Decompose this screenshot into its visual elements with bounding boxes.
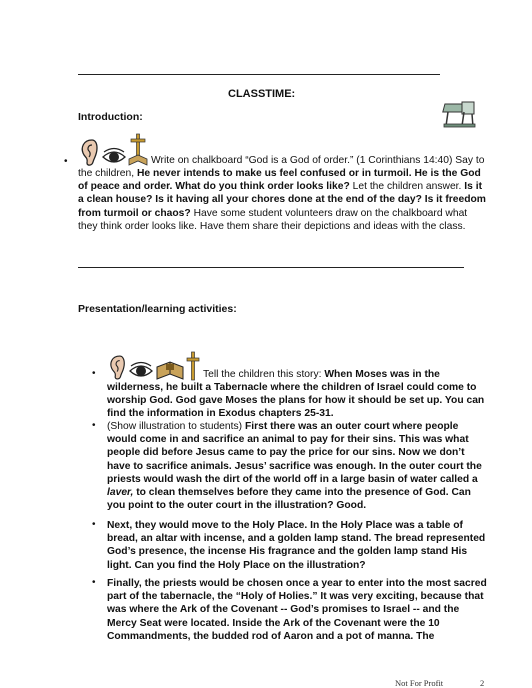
bullet-dot: • bbox=[92, 577, 96, 588]
ear-icon bbox=[78, 137, 100, 167]
bullet-text bbox=[107, 520, 485, 571]
text-run: When Moses was in the wilderness, he built a Tabernacle where the children of Israel could come to worship God. God gave Moses the plans for how it should be set up. You can find the information in Exodus chapters 25-31. bbox=[107, 368, 485, 420]
footer-note: Not For Profit bbox=[395, 678, 444, 688]
page-title: CLASSTIME: bbox=[228, 88, 296, 100]
introduction-paragraph bbox=[78, 133, 488, 233]
presentation-bullet-1 bbox=[107, 351, 489, 421]
text-run: He never intends to make us feel confused or in turmoil. He is the God of peace and order. What do you think order looks like? bbox=[78, 168, 481, 193]
bullet-dot: • bbox=[92, 519, 96, 530]
text-run: to clean themselves before they came into the presence of God. Can you point to the outer court in the illustration? Good. bbox=[107, 487, 471, 512]
text-run: Tell the children this story: bbox=[203, 368, 325, 380]
presentation-bullet-2 bbox=[107, 420, 489, 512]
eye-icon bbox=[128, 361, 154, 381]
cross-on-bible-icon bbox=[128, 133, 148, 167]
middle-rule bbox=[78, 267, 464, 268]
introduction-text bbox=[78, 155, 486, 232]
text-run: Let the children answer. bbox=[349, 181, 465, 193]
top-rule bbox=[78, 74, 440, 75]
eye-icon bbox=[101, 147, 127, 167]
sensory-icons bbox=[78, 133, 148, 167]
bullet-text bbox=[107, 421, 482, 511]
sensory-icons bbox=[107, 351, 200, 381]
page-number: 2 bbox=[480, 678, 485, 688]
cross-icon bbox=[186, 351, 200, 381]
presentation-bullet-3 bbox=[107, 519, 489, 572]
bullet-dot: • bbox=[64, 156, 68, 167]
bullet-dot: • bbox=[92, 368, 96, 379]
ear-icon bbox=[107, 353, 127, 381]
presentation-label: Presentation/learning activities: bbox=[78, 303, 237, 315]
text-run: laver, bbox=[107, 487, 134, 499]
text-run: First there was an outer court where people would come in and sacrifice an animal to pay for their sins. This was what people did before Jesus came to pay the price for our sins. Now we don’t have to sacrifice animals. Jesus’ sacrifice was enough. In the outer court the priests would wash the dirt of the world off in a large basin of water called a bbox=[107, 421, 482, 485]
text-run: Next, they would move to the Holy Place. In the Holy Place was a table of bread, an altar with incense, and a golden lamp stand. The bread represented God’s presence, the incense His fragrance and the golden lamp stand His light. Can you find the Holy Place on the illustration? bbox=[107, 520, 486, 571]
presentation-bullet-4 bbox=[107, 577, 489, 643]
introduction-label: Introduction: bbox=[78, 111, 143, 123]
text-run: (Show illustration to students) bbox=[107, 421, 245, 432]
text-run: Write on chalkboard “God is a God of order.” (1 Corinthians 14:40) Say to the children, bbox=[78, 154, 485, 179]
text-run: Have some student volunteers draw on the chalkboard what they think order looks like. Have them share their depictions and ideas with the class. bbox=[78, 207, 468, 232]
school-desk-icon bbox=[442, 100, 478, 130]
bullet-text bbox=[107, 578, 487, 642]
text-run: Is it a clean house? Is it having all your chores done at the end of the day? Is it freedom from turmoil or chaos? bbox=[78, 181, 486, 219]
bible-icon bbox=[155, 359, 185, 381]
bullet-dot: • bbox=[92, 420, 96, 431]
text-run: Finally, the priests would be chosen once a year to enter into the most sacred part of the tabernacle, the “Holy of Holies.” It was very exciting, because that was where the Ark of the Covenant -- God’s promises to Israel -- and the Mercy Seat were located. Inside the Ark of the Covenant were the 10 Commandments, the budded rod of Aaron and a pot of manna. The bbox=[107, 578, 487, 642]
